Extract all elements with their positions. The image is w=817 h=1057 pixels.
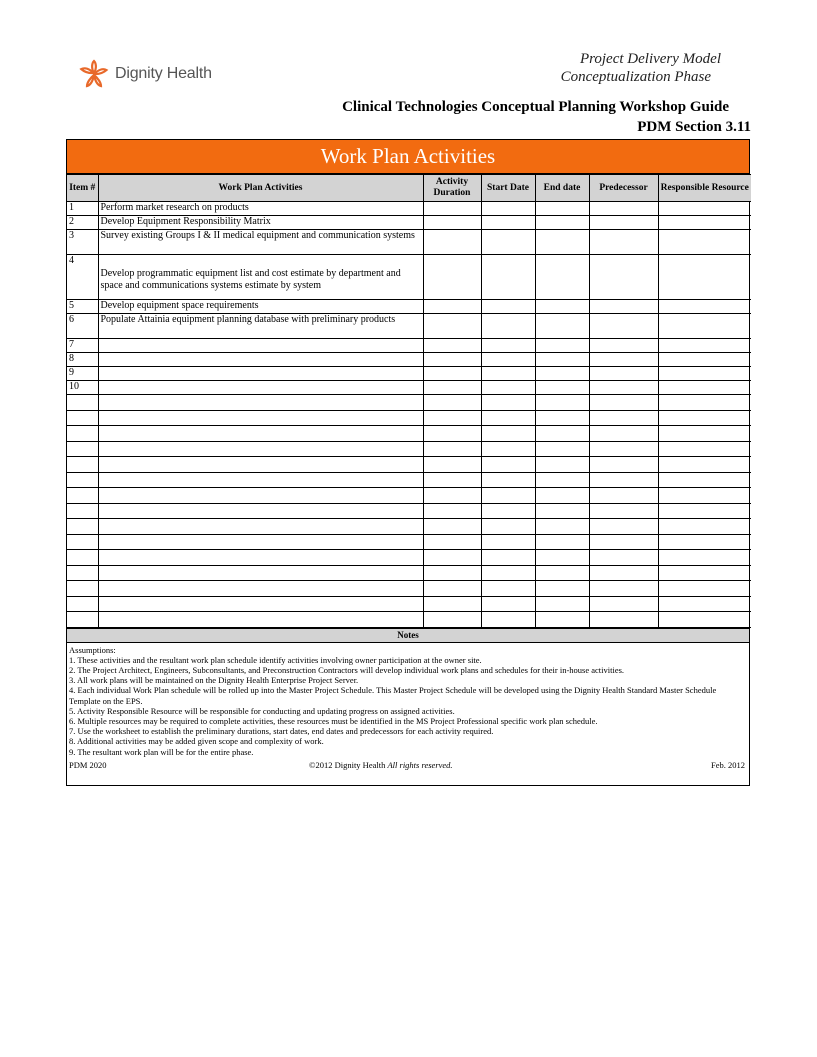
- predecessor-cell[interactable]: [589, 353, 658, 367]
- activity-cell: Populate Attainia equipment planning database with preliminary products: [98, 314, 423, 339]
- end-date-cell[interactable]: [535, 300, 589, 314]
- table-row: [67, 300, 751, 314]
- item-cell: 8: [67, 353, 98, 367]
- predecessor-cell[interactable]: [589, 367, 658, 381]
- end-date-cell[interactable]: [535, 202, 589, 216]
- resource-cell[interactable]: [658, 488, 751, 504]
- duration-cell[interactable]: [423, 314, 481, 339]
- table-body: [67, 202, 751, 628]
- dignity-health-flower-icon: [79, 59, 109, 89]
- duration-cell[interactable]: [423, 441, 481, 457]
- table-row: [67, 395, 751, 411]
- resource-cell[interactable]: [658, 367, 751, 381]
- table-row: [67, 472, 751, 488]
- note-item: 9. The resultant work plan will be for the entire phase.: [69, 746, 254, 757]
- resource-cell[interactable]: [658, 381, 751, 395]
- document-section: PDM Section 3.11: [637, 119, 751, 135]
- item-cell: 7: [67, 339, 98, 353]
- table-row: [67, 202, 751, 216]
- dignity-health-logo: [79, 57, 249, 91]
- table-header-row: [67, 175, 751, 202]
- start-date-cell[interactable]: [481, 488, 535, 504]
- col-end-date: End date: [535, 175, 589, 202]
- end-date-cell[interactable]: [535, 457, 589, 473]
- end-date-cell[interactable]: [535, 612, 589, 628]
- predecessor-cell[interactable]: [589, 410, 658, 426]
- resource-cell[interactable]: [658, 472, 751, 488]
- start-date-cell[interactable]: [481, 612, 535, 628]
- activity-cell: [98, 534, 423, 550]
- activity-cell: Develop programmatic equipment list and cost estimate by department and space and communications systems estimate by system: [98, 255, 423, 300]
- start-date-cell[interactable]: [481, 581, 535, 597]
- table-row: [67, 353, 751, 367]
- resource-cell[interactable]: [658, 395, 751, 411]
- end-date-cell[interactable]: [535, 216, 589, 230]
- item-cell: 6: [67, 314, 98, 339]
- resource-cell[interactable]: [658, 255, 751, 300]
- end-date-cell[interactable]: [535, 353, 589, 367]
- activity-cell: Survey existing Groups I & II medical equipment and communication systems: [98, 230, 423, 255]
- item-cell: 4: [67, 255, 98, 300]
- col-activity: Work Plan Activities: [98, 175, 423, 202]
- activity-cell: Perform market research on products: [98, 202, 423, 216]
- resource-cell[interactable]: [658, 596, 751, 612]
- resource-cell[interactable]: [658, 534, 751, 550]
- predecessor-cell[interactable]: [589, 202, 658, 216]
- activity-cell: [98, 503, 423, 519]
- duration-cell[interactable]: [423, 596, 481, 612]
- end-date-cell[interactable]: [535, 472, 589, 488]
- end-date-cell[interactable]: [535, 488, 589, 504]
- predecessor-cell[interactable]: [589, 534, 658, 550]
- end-date-cell[interactable]: [535, 519, 589, 535]
- start-date-cell[interactable]: [481, 519, 535, 535]
- predecessor-cell[interactable]: [589, 395, 658, 411]
- table-row: [67, 367, 751, 381]
- footer-copyright: [309, 760, 453, 770]
- item-cell: 3: [67, 230, 98, 255]
- item-cell: [67, 565, 98, 581]
- start-date-cell[interactable]: [481, 339, 535, 353]
- start-date-cell[interactable]: [481, 300, 535, 314]
- activity-cell: Develop equipment space requirements: [98, 300, 423, 314]
- predecessor-cell[interactable]: [589, 426, 658, 442]
- end-date-cell[interactable]: [535, 550, 589, 566]
- start-date-cell[interactable]: [481, 441, 535, 457]
- end-date-cell[interactable]: [535, 255, 589, 300]
- end-date-cell[interactable]: [535, 581, 589, 597]
- item-cell: [67, 550, 98, 566]
- resource-cell[interactable]: [658, 565, 751, 581]
- end-date-cell[interactable]: [535, 534, 589, 550]
- start-date-cell[interactable]: [481, 534, 535, 550]
- duration-cell[interactable]: [423, 519, 481, 535]
- duration-cell[interactable]: [423, 202, 481, 216]
- end-date-cell[interactable]: [535, 426, 589, 442]
- duration-cell[interactable]: [423, 353, 481, 367]
- model-line-1: Project Delivery Model: [579, 51, 721, 67]
- end-date-cell[interactable]: [535, 381, 589, 395]
- activity-cell: [98, 596, 423, 612]
- predecessor-cell[interactable]: [589, 581, 658, 597]
- resource-cell[interactable]: [658, 441, 751, 457]
- item-cell: [67, 612, 98, 628]
- resource-cell[interactable]: [658, 519, 751, 535]
- note-item: 8. Additional activities may be added given scope and complexity of work.: [69, 736, 324, 747]
- resource-cell[interactable]: [658, 410, 751, 426]
- start-date-cell[interactable]: [481, 457, 535, 473]
- duration-cell[interactable]: [423, 503, 481, 519]
- end-date-cell[interactable]: [535, 367, 589, 381]
- copyright-text: ©2012 Dignity Health: [309, 760, 386, 770]
- activity-cell: [98, 441, 423, 457]
- table-row: [67, 426, 751, 442]
- activity-cell: [98, 581, 423, 597]
- item-cell: 2: [67, 216, 98, 230]
- item-cell: [67, 426, 98, 442]
- start-date-cell[interactable]: [481, 353, 535, 367]
- activity-cell: [98, 395, 423, 411]
- item-cell: [67, 410, 98, 426]
- activity-cell: [98, 410, 423, 426]
- col-duration: Activity Duration: [423, 175, 481, 202]
- duration-cell[interactable]: [423, 410, 481, 426]
- predecessor-cell[interactable]: [589, 381, 658, 395]
- predecessor-cell[interactable]: [589, 503, 658, 519]
- resource-cell[interactable]: [658, 581, 751, 597]
- start-date-cell[interactable]: [481, 367, 535, 381]
- duration-cell[interactable]: [423, 612, 481, 628]
- start-date-cell[interactable]: [481, 230, 535, 255]
- predecessor-cell[interactable]: [589, 488, 658, 504]
- start-date-cell[interactable]: [481, 410, 535, 426]
- predecessor-cell[interactable]: [589, 550, 658, 566]
- activity-cell: Develop Equipment Responsibility Matrix: [98, 216, 423, 230]
- note-item: 3. All work plans will be maintained on the Dignity Health Enterprise Project Server.: [69, 675, 359, 686]
- end-date-cell[interactable]: [535, 395, 589, 411]
- note-item: 4. Each individual Work Plan schedule will be rolled up into the Master Project Schedule. This Master Project Schedule will be developed using the Dignity Health Standard Master Schedule Template on the EPS.: [69, 685, 717, 706]
- item-cell: 1: [67, 202, 98, 216]
- item-cell: [67, 441, 98, 457]
- note-item: 2. The Project Architect, Engineers, Subconsultants, and Preconstruction Contractors will develop individual work plans and schedules for their in-house activities.: [69, 664, 625, 675]
- resource-cell[interactable]: [658, 353, 751, 367]
- start-date-cell[interactable]: [481, 395, 535, 411]
- predecessor-cell[interactable]: [589, 300, 658, 314]
- footer-date: Feb. 2012: [711, 760, 745, 770]
- item-cell: 9: [67, 367, 98, 381]
- duration-cell[interactable]: [423, 395, 481, 411]
- activity-cell: [98, 488, 423, 504]
- predecessor-cell[interactable]: [589, 472, 658, 488]
- resource-cell[interactable]: [658, 230, 751, 255]
- activity-cell: [98, 353, 423, 367]
- predecessor-cell[interactable]: [589, 255, 658, 300]
- note-item: 5. Activity Responsible Resource will be responsible for conducting and updating progress on assigned activities.: [69, 705, 455, 716]
- start-date-cell[interactable]: [481, 202, 535, 216]
- item-cell: [67, 596, 98, 612]
- table-row: [67, 255, 751, 300]
- start-date-cell[interactable]: [481, 472, 535, 488]
- duration-cell[interactable]: [423, 426, 481, 442]
- duration-cell[interactable]: [423, 550, 481, 566]
- banner-title: Work Plan Activities: [67, 140, 749, 174]
- end-date-cell[interactable]: [535, 441, 589, 457]
- resource-cell[interactable]: [658, 300, 751, 314]
- duration-cell[interactable]: [423, 339, 481, 353]
- note-item: 7. Use the worksheet to establish the preliminary durations, start dates, end dates and predecessors for each activity required.: [69, 726, 494, 737]
- resource-cell[interactable]: [658, 339, 751, 353]
- work-plan-table: [67, 174, 751, 628]
- table-row: [67, 612, 751, 628]
- activity-cell: [98, 426, 423, 442]
- item-cell: [67, 534, 98, 550]
- predecessor-cell[interactable]: [589, 565, 658, 581]
- item-cell: [67, 503, 98, 519]
- footer-doc-id: PDM 2020: [69, 760, 107, 770]
- predecessor-cell[interactable]: [589, 612, 658, 628]
- activity-cell: [98, 381, 423, 395]
- table-row: [67, 230, 751, 255]
- start-date-cell[interactable]: [481, 314, 535, 339]
- assumptions-label: Assumptions:: [69, 644, 116, 655]
- resource-cell[interactable]: [658, 426, 751, 442]
- duration-cell[interactable]: [423, 300, 481, 314]
- item-cell: 10: [67, 381, 98, 395]
- table-row: [67, 596, 751, 612]
- notes-heading: Notes: [67, 628, 749, 643]
- duration-cell[interactable]: [423, 230, 481, 255]
- predecessor-cell[interactable]: [589, 457, 658, 473]
- start-date-cell[interactable]: [481, 381, 535, 395]
- duration-cell[interactable]: [423, 472, 481, 488]
- activity-cell: [98, 339, 423, 353]
- model-header: [561, 50, 721, 86]
- duration-cell[interactable]: [423, 488, 481, 504]
- item-cell: 5: [67, 300, 98, 314]
- duration-cell[interactable]: [423, 367, 481, 381]
- activity-cell: [98, 472, 423, 488]
- item-cell: [67, 472, 98, 488]
- table-row: [67, 216, 751, 230]
- end-date-cell[interactable]: [535, 339, 589, 353]
- predecessor-cell[interactable]: [589, 441, 658, 457]
- work-plan-sheet: [66, 139, 750, 786]
- note-item: 6. Multiple resources may be required to complete activities, these resources must be identified in the MS Project Professional specific work plan schedule.: [69, 715, 598, 726]
- predecessor-cell[interactable]: [589, 339, 658, 353]
- duration-cell[interactable]: [423, 216, 481, 230]
- predecessor-cell[interactable]: [589, 216, 658, 230]
- resource-cell[interactable]: [658, 216, 751, 230]
- table-row: [67, 339, 751, 353]
- predecessor-cell[interactable]: [589, 596, 658, 612]
- table-row: [67, 503, 751, 519]
- col-resource: Responsible Resource: [658, 175, 751, 202]
- activity-cell: [98, 612, 423, 628]
- table-row: [67, 488, 751, 504]
- start-date-cell[interactable]: [481, 216, 535, 230]
- start-date-cell[interactable]: [481, 255, 535, 300]
- resource-cell[interactable]: [658, 550, 751, 566]
- document-title: Clinical Technologies Conceptual Planning Workshop Guide: [342, 99, 729, 115]
- resource-cell[interactable]: [658, 612, 751, 628]
- activity-cell: [98, 457, 423, 473]
- duration-cell[interactable]: [423, 457, 481, 473]
- table-row: [67, 441, 751, 457]
- duration-cell[interactable]: [423, 255, 481, 300]
- item-cell: [67, 395, 98, 411]
- predecessor-cell[interactable]: [589, 519, 658, 535]
- start-date-cell[interactable]: [481, 565, 535, 581]
- resource-cell[interactable]: [658, 314, 751, 339]
- end-date-cell[interactable]: [535, 410, 589, 426]
- table-row: [67, 381, 751, 395]
- start-date-cell[interactable]: [481, 550, 535, 566]
- table-row: [67, 550, 751, 566]
- predecessor-cell[interactable]: [589, 314, 658, 339]
- col-predecessor: Predecessor: [589, 175, 658, 202]
- col-start-date: Start Date: [481, 175, 535, 202]
- end-date-cell[interactable]: [535, 230, 589, 255]
- duration-cell[interactable]: [423, 381, 481, 395]
- item-cell: [67, 488, 98, 504]
- predecessor-cell[interactable]: [589, 230, 658, 255]
- table-row: [67, 519, 751, 535]
- resource-cell[interactable]: [658, 503, 751, 519]
- brand-name: Dignity Health: [115, 65, 212, 82]
- col-item: Item #: [67, 175, 98, 202]
- duration-cell[interactable]: [423, 534, 481, 550]
- item-cell: [67, 457, 98, 473]
- duration-cell[interactable]: [423, 565, 481, 581]
- duration-cell[interactable]: [423, 581, 481, 597]
- table-row: [67, 457, 751, 473]
- end-date-cell[interactable]: [535, 314, 589, 339]
- rights-text: All rights reserved.: [387, 760, 453, 770]
- note-item: 1. These activities and the resultant work plan schedule identify activities involving owner participation at the owner site.: [69, 654, 482, 665]
- start-date-cell[interactable]: [481, 596, 535, 612]
- table-row: [67, 534, 751, 550]
- end-date-cell[interactable]: [535, 596, 589, 612]
- resource-cell[interactable]: [658, 457, 751, 473]
- table-row: [67, 581, 751, 597]
- activity-cell: [98, 565, 423, 581]
- table-row: [67, 314, 751, 339]
- resource-cell[interactable]: [658, 202, 751, 216]
- item-cell: [67, 519, 98, 535]
- activity-cell: [98, 367, 423, 381]
- item-cell: [67, 581, 98, 597]
- start-date-cell[interactable]: [481, 503, 535, 519]
- end-date-cell[interactable]: [535, 503, 589, 519]
- end-date-cell[interactable]: [535, 565, 589, 581]
- activity-cell: [98, 550, 423, 566]
- start-date-cell[interactable]: [481, 426, 535, 442]
- model-line-2: Conceptualization Phase: [560, 69, 711, 85]
- table-row: [67, 410, 751, 426]
- activity-cell: [98, 519, 423, 535]
- table-row: [67, 565, 751, 581]
